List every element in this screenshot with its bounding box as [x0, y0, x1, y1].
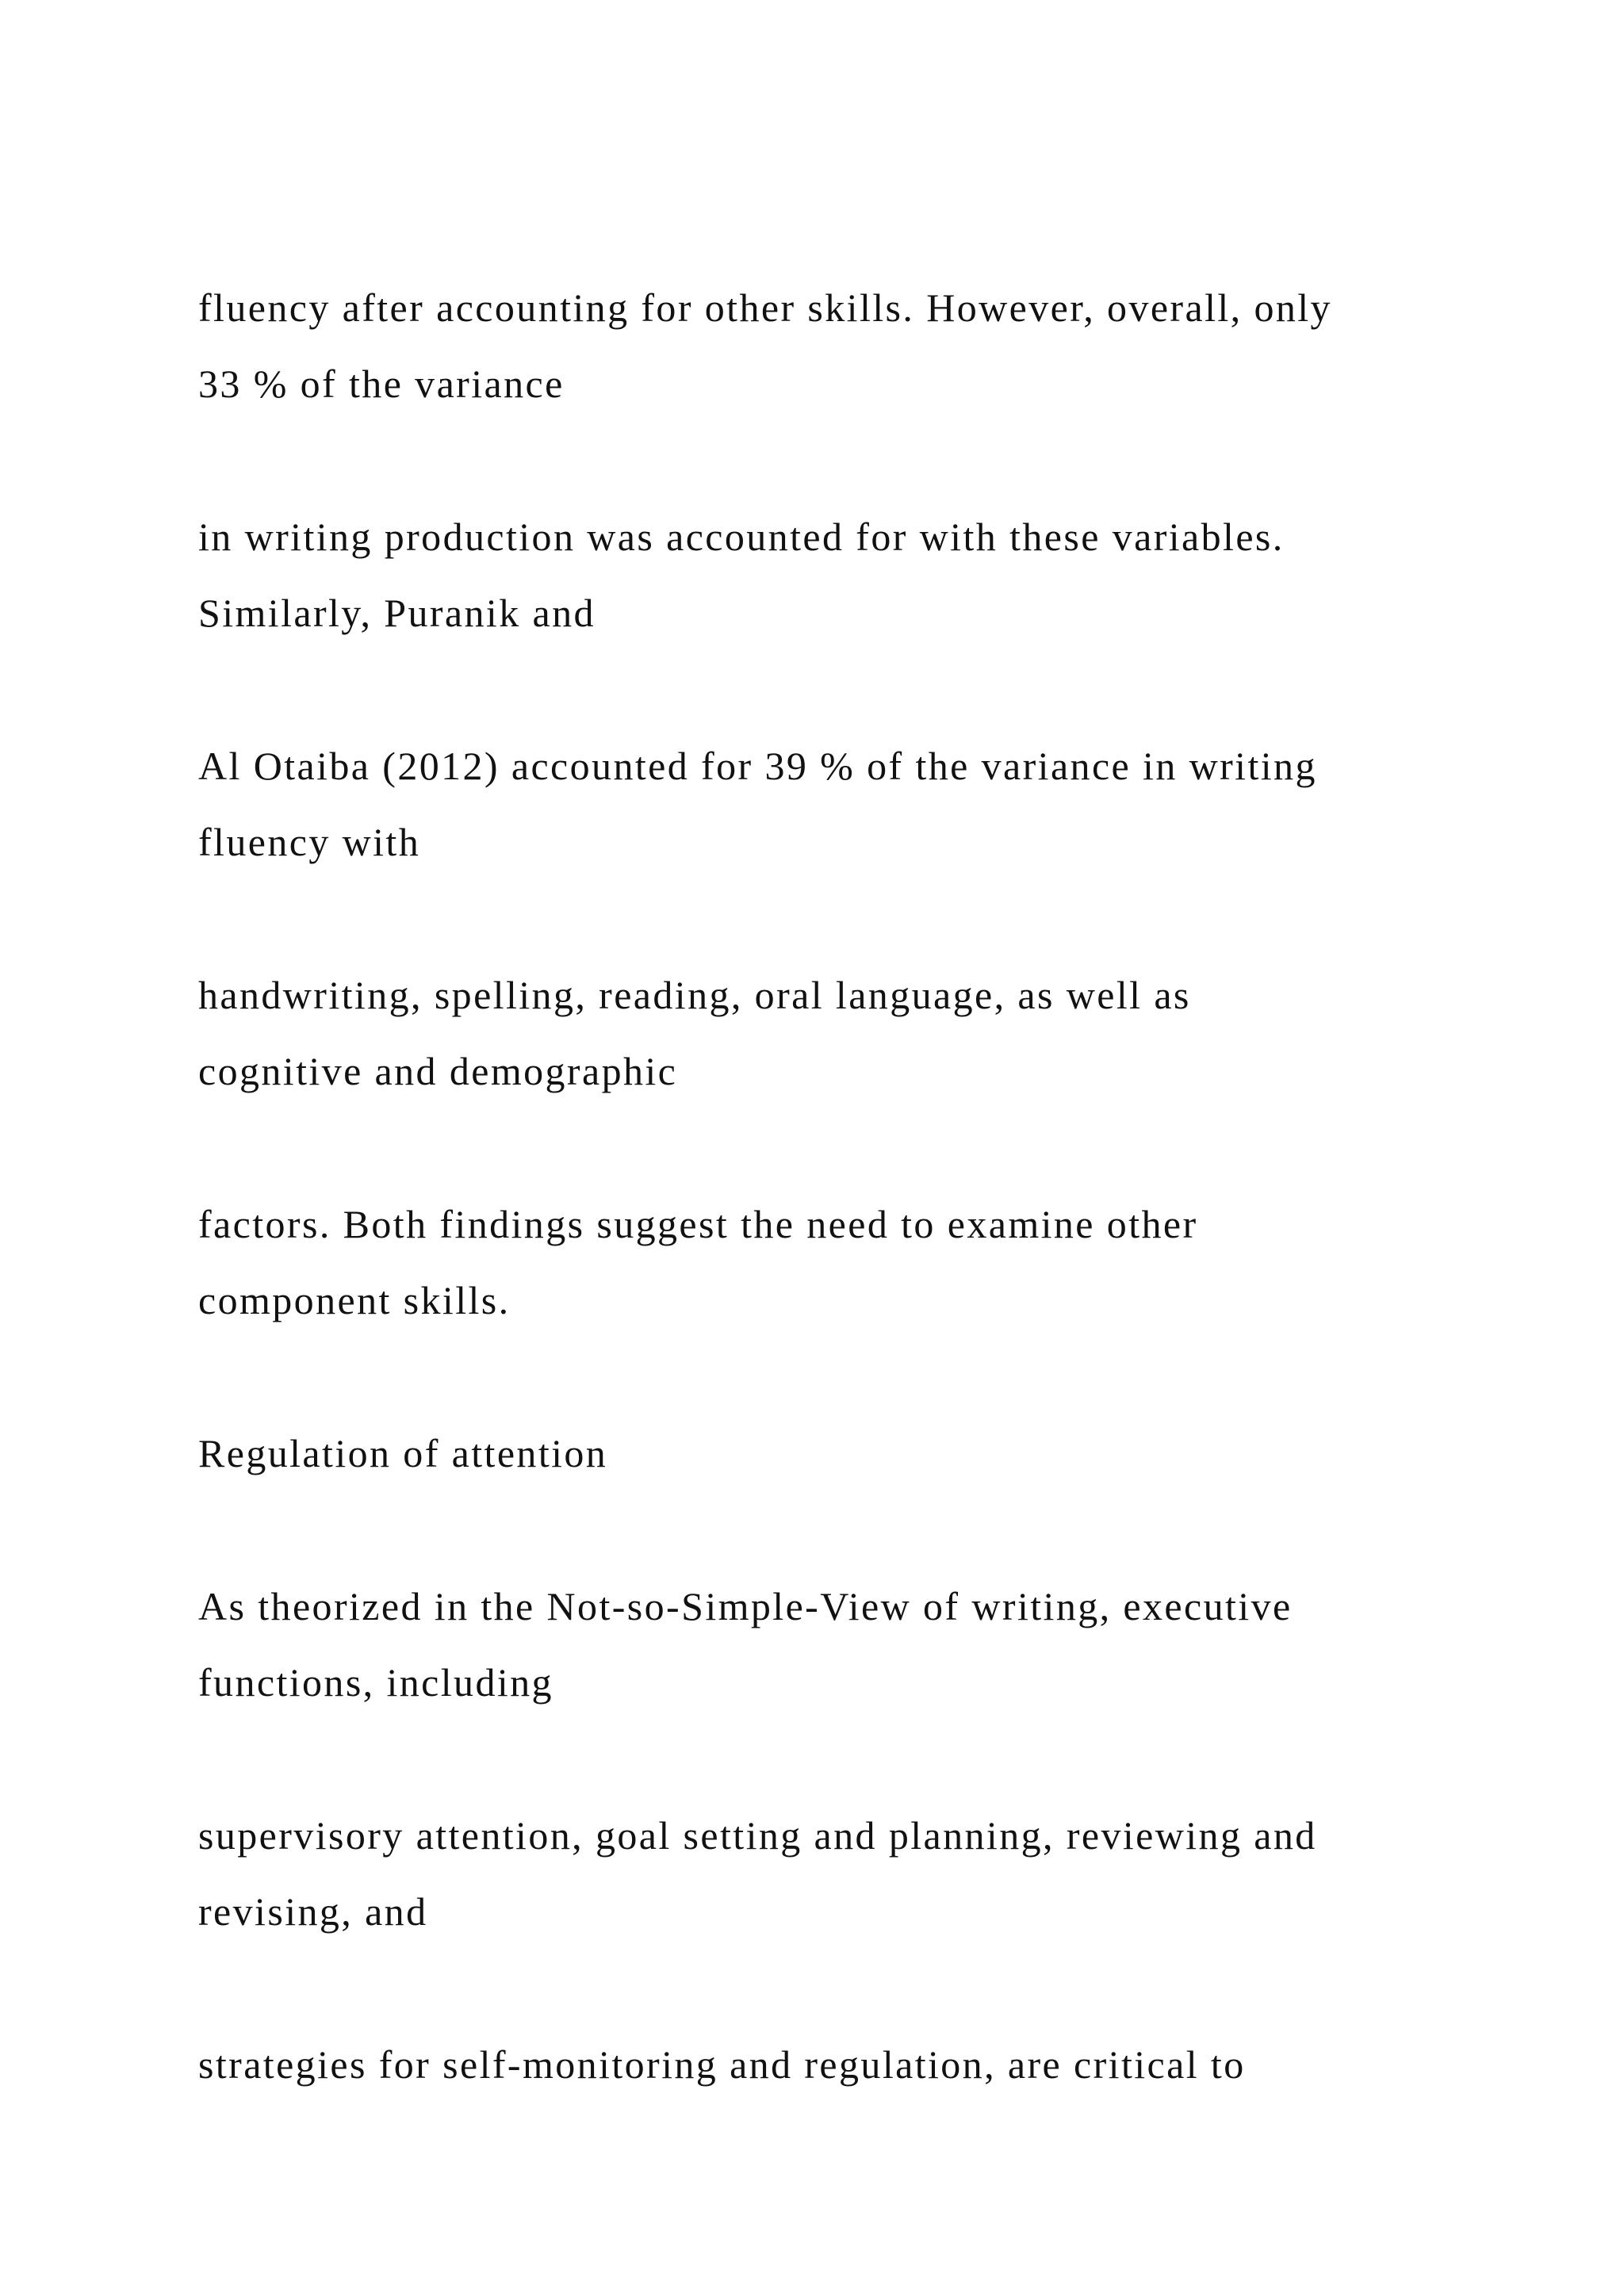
- paragraph: [198, 728, 1499, 880]
- text-line: As theorized in the Not-so-Simple-View of writing, executive: [198, 1584, 1293, 1628]
- text-line: cognitive and demographic: [198, 1049, 678, 1093]
- text-line: strategies for self-monitoring and regulation, are critical to: [198, 2042, 1246, 2087]
- text-line: factors. Both findings suggest the need to examine other: [198, 1202, 1198, 1246]
- text-line: revising, and: [198, 1889, 428, 1934]
- paragraph: [198, 2026, 1499, 2103]
- text-line: fluency with: [198, 820, 421, 864]
- text-line: supervisory attention, goal setting and planning, reviewing and: [198, 1813, 1317, 1858]
- paragraph: [198, 1797, 1499, 1950]
- text-line: handwriting, spelling, reading, oral language, as well as: [198, 973, 1191, 1017]
- text-line: component skills.: [198, 1278, 511, 1322]
- section-heading: [198, 1415, 1499, 1491]
- text-line: Al Otaiba (2012) accounted for 39 % of the variance in writing: [198, 744, 1317, 788]
- paragraph: [198, 1186, 1499, 1338]
- text-line: 33 % of the variance: [198, 362, 565, 406]
- text-line: Similarly, Puranik and: [198, 591, 596, 635]
- text-line: functions, including: [198, 1660, 553, 1705]
- body-text: [198, 270, 1499, 2179]
- heading-text: Regulation of attention: [198, 1431, 608, 1475]
- text-line: in writing production was accounted for with these variables.: [198, 515, 1285, 559]
- paragraph: [198, 270, 1499, 422]
- paragraph: [198, 957, 1499, 1109]
- paragraph: [198, 499, 1499, 651]
- paragraph: [198, 1568, 1499, 1720]
- text-line: fluency after accounting for other skills. However, overall, only: [198, 285, 1332, 330]
